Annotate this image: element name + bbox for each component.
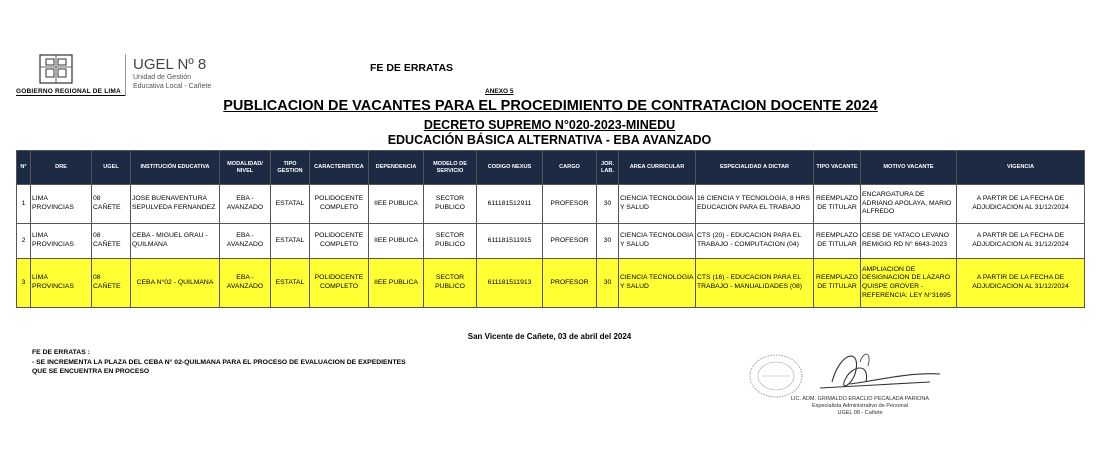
vacancies-table — [16, 150, 1085, 308]
cell-gestion: ESTATAL — [271, 259, 310, 308]
note-title: FE DE ERRATAS : — [32, 349, 90, 356]
cell-dependencia: IIEE PUBLICA — [369, 224, 424, 259]
cell-modelo: SECTOR PUBLICO — [424, 224, 477, 259]
cell-area: CIENCIA TECNOLOGIA Y SALUD — [619, 185, 696, 224]
signature-block — [770, 396, 950, 416]
column-header: AREA CURRICULAR — [619, 151, 696, 185]
ugel-title: UGEL Nº 8 — [133, 56, 207, 73]
column-header: INSTITUCIÓN EDUCATIVA — [131, 151, 220, 185]
column-header: ESPECIALIDAD A DICTAR — [696, 151, 814, 185]
errata-note — [32, 348, 406, 377]
cell-dre: LIMA PROVINCIAS — [31, 224, 92, 259]
table-row-highlighted — [17, 259, 1085, 308]
cell-ugel: 08 CAÑETE — [92, 259, 131, 308]
cell-tipo-vacante: REEMPLAZO DE TITULAR — [814, 224, 861, 259]
cell-modelo: SECTOR PUBLICO — [424, 185, 477, 224]
table-header-row — [17, 151, 1085, 185]
column-header: CARACTERISTICA — [310, 151, 369, 185]
cell-especialidad: CTS (20) - EDUCACION PARA EL TRABAJO - COMPUTACION (04) — [696, 224, 814, 259]
ugel-sub-line-2: Educativa Local - Cañete — [133, 82, 212, 90]
cell-tipo-vacante: REEMPLAZO DE TITULAR — [814, 259, 861, 308]
column-header: MODELO DE SERVICIO — [424, 151, 477, 185]
cell-area: CIENCIA TECNOLOGIA Y SALUD — [619, 259, 696, 308]
fe-de-erratas-heading: FE DE ERRATAS — [370, 62, 454, 74]
signature-role: Especialista Administrativo de Personal — [812, 402, 908, 409]
cell-caracteristica: POLIDOCENTE COMPLETO — [310, 185, 369, 224]
cell-area: CIENCIA TECNOLOGIA Y SALUD — [619, 224, 696, 259]
ugel-sub-line-1: Unidad de Gestión — [133, 74, 191, 81]
cell-n: 2 — [17, 224, 31, 259]
signature-unit: UGEL 08 - Cañete — [837, 409, 883, 416]
cell-institucion: CEBA - MIGUEL GRAU - QUILMANA — [131, 224, 220, 259]
cell-gestion: ESTATAL — [271, 224, 310, 259]
cell-modalidad: EBA - AVANZADO — [220, 185, 271, 224]
cell-dre: LIMA PROVINCIAS — [31, 185, 92, 224]
cell-institucion: CEBA N°02 - QUILMANA — [131, 259, 220, 308]
cell-n: 1 — [17, 185, 31, 224]
cell-cargo: PROFESOR — [543, 259, 597, 308]
cell-jornada: 30 — [597, 185, 619, 224]
cell-cargo: PROFESOR — [543, 185, 597, 224]
eba-title: EDUCACIÓN BÁSICA ALTERNATIVA - EBA AVANZADO — [387, 133, 712, 147]
cell-especialidad: 16 CIENCIA Y TECNOLOGIA, 8 HRS EDUCACION PARA EL TRABAJO — [696, 185, 814, 224]
cell-ugel: 08 CAÑETE — [92, 185, 131, 224]
ugel-subtitle — [133, 74, 211, 91]
regional-emblem-icon — [38, 53, 74, 85]
cell-motivo: AMPLIACION DE DESIGNACION DE LAZARO QUISPE GROVER - REFERENCIA: LEY N°31695 — [861, 259, 957, 308]
cell-n: 3 — [17, 259, 31, 308]
cell-motivo: ENCARGATURA DE ADRIANO APOLAYA, MARIO ALFREDO — [861, 185, 957, 224]
cell-especialidad: CTS (16) - EDUCACION PARA EL TRABAJO - MANUALIDADES (08) — [696, 259, 814, 308]
cell-vigencia: A PARTIR DE LA FECHA DE ADJUDICACION AL 31/12/2024 — [957, 259, 1085, 308]
cell-motivo: CESE DE YATACO LEVANO REMIGIO RD N° 6643-2023 — [861, 224, 957, 259]
cell-nexus: 611181512911 — [477, 185, 543, 224]
page-title: PUBLICACION DE VACANTES PARA EL PROCEDIMIENTO DE CONTRATACION DOCENTE 2024 — [223, 98, 878, 114]
cell-jornada: 30 — [597, 259, 619, 308]
note-line-2: QUE SE ENCUENTRA EN PROCESO — [32, 368, 150, 375]
cell-vigencia: A PARTIR DE LA FECHA DE ADJUDICACION AL 31/12/2024 — [957, 224, 1085, 259]
column-header: JOR. LAB. — [597, 151, 619, 185]
column-header: CODIGO NEXUS — [477, 151, 543, 185]
cell-modalidad: EBA - AVANZADO — [220, 259, 271, 308]
signature-name: LIC. ADM. GRIMALDO ERACLIO PECALADA PARIONA — [790, 396, 930, 402]
cell-dependencia: IIEE PUBLICA — [369, 185, 424, 224]
cell-dre: LIMA PROVINCIAS — [31, 259, 92, 308]
column-header: N° — [17, 151, 31, 185]
cell-institucion: JOSE BUENAVENTURA SEPULVEDA FERNANDEZ — [131, 185, 220, 224]
column-header: MOTIVO VACANTE — [861, 151, 957, 185]
cell-dependencia: IIEE PUBLICA — [369, 259, 424, 308]
cell-vigencia: A PARTIR DE LA FECHA DE ADJUDICACION AL 31/12/2024 — [957, 185, 1085, 224]
table-row — [17, 224, 1085, 259]
column-header: DRE — [31, 151, 92, 185]
cell-ugel: 08 CAÑETE — [92, 224, 131, 259]
logo-text: GOBIERNO REGIONAL DE LIMA — [16, 88, 126, 96]
cell-nexus: 611181511913 — [477, 259, 543, 308]
cell-caracteristica: POLIDOCENTE COMPLETO — [310, 259, 369, 308]
cell-tipo-vacante: REEMPLAZO DE TITULAR — [814, 185, 861, 224]
column-header: TIPO GESTION — [271, 151, 310, 185]
cell-gestion: ESTATAL — [271, 185, 310, 224]
cell-cargo: PROFESOR — [543, 224, 597, 259]
gobierno-regional-logo — [16, 50, 126, 102]
column-header: MODALIDAD/ NIVEL — [220, 151, 271, 185]
anexo-label: ANEXO 5 — [485, 88, 514, 95]
cell-nexus: 611181511915 — [477, 224, 543, 259]
cell-modelo: SECTOR PUBLICO — [424, 259, 477, 308]
column-header: CARGO — [543, 151, 597, 185]
note-line-1: - SE INCREMENTA LA PLAZA DEL CEBA N° 02-QUILMANA PARA EL PROCESO DE EVALUACION DE EXPEDIENTES — [32, 358, 406, 366]
date-line: San Vicente de Cañete, 03 de abril del 2024 — [467, 332, 632, 341]
cell-jornada: 30 — [597, 224, 619, 259]
logo-divider — [125, 54, 126, 96]
signature-icon — [790, 342, 950, 402]
cell-modalidad: EBA - AVANZADO — [220, 224, 271, 259]
cell-caracteristica: POLIDOCENTE COMPLETO — [310, 224, 369, 259]
column-header: VIGENCIA — [957, 151, 1085, 185]
decreto-title: DECRETO SUPREMO N°020-2023-MINEDU — [423, 118, 676, 132]
column-header: TIPO VACANTE — [814, 151, 861, 185]
table-row — [17, 185, 1085, 224]
column-header: DEPENDENCIA — [369, 151, 424, 185]
column-header: UGEL — [92, 151, 131, 185]
